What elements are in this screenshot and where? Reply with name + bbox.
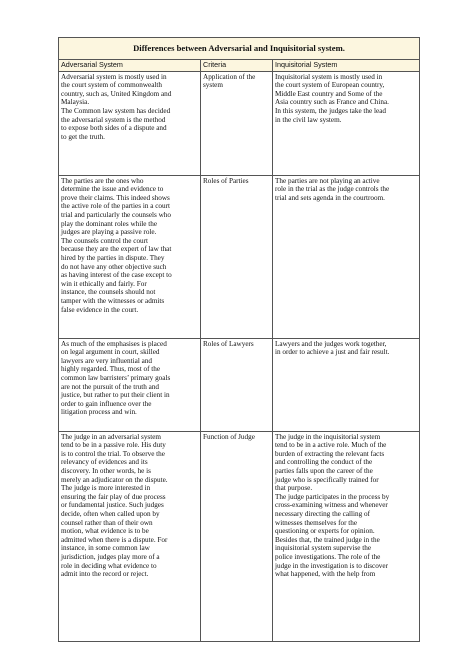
row-application-inquisitorial (273, 71, 420, 175)
cell-text: The judge in the inquisitorial system tend to be in a active role. Much of the burden of extracting the relevant facts and controlling the conduct of the parties falls upon the career of the judge who is specifically trained for that purpose. The judge participates in the process by cross-examining witness and whenever necessary directing the calling of witnesses themselves for the questioning or experts for opinion. Besides that, the trained judge in the inquisitorial system supervise the police investigations. The role of the judge in the investigation is to discover what happened, with the help from (275, 432, 390, 579)
title-row (59, 38, 420, 60)
header-inquisitorial: Inquisitorial System (273, 60, 420, 72)
cell-text: Roles of Parties (203, 176, 249, 185)
row-judge-inquisitorial (273, 431, 420, 641)
row-parties-criteria (201, 175, 273, 338)
row-application-adversarial (59, 71, 201, 175)
cell-text: The judge in an adversarial system tend to be in a passive role. His duty is to control the trial. To observe the relevancy of evidences and its discovery. In other words, he is merely an adjudicator on the dispute. The judge is more interested in ensuring the fair play of due process or fundamental justice. Such judges decide, often when called upon by counsel rather than of their own motion, what evidence is to be admitted when there is a dispute. For instance, in some common law jurisdiction, judges play more of a role in deciding what evidence to admit into the record or reject. (61, 432, 168, 579)
table-row (59, 71, 420, 175)
row-parties-inquisitorial (273, 175, 420, 338)
comparison-table (58, 37, 420, 642)
cell-text: The parties are not playing an active role in the trial as the judge controls the trial and sets agenda in the courtroom. (275, 176, 390, 202)
row-judge-adversarial (59, 431, 201, 641)
cell-text: Function of Judge (203, 432, 255, 441)
table-row (59, 175, 420, 338)
cell-text: The parties are the ones who determine the issue and evidence to prove their claims. This indeed shows the active role of the parties in a court trial and particularly the counsels who play the dominant roles while the judges are playing a passive role. The counsels control the court because they are the expert of law that hired by the parties in dispute. They do not have any other objective such as having interest of the case except to win it ethically and fairly. For instance, the counsels should not tamper with the witnesses or admits false evidence in the court. (61, 176, 172, 314)
row-judge-criteria (201, 431, 273, 641)
row-application-criteria (201, 71, 273, 175)
header-row (59, 60, 420, 72)
cell-text: Application of the system (203, 72, 256, 90)
header-criteria: Criteria (201, 60, 273, 72)
header-adversarial: Adversarial System (59, 60, 201, 72)
cell-text: As much of the emphasises is placed on legal argument in court, skilled lawyers are very influential and highly regarded. Thus, most of the common law barristers’ primary goals are not the pursuit of the truth and justice, but rather to put their client in order to gain influence over the litigation process and win. (61, 339, 171, 417)
table-row (59, 431, 420, 641)
row-parties-adversarial (59, 175, 201, 338)
row-lawyers-adversarial (59, 338, 201, 431)
row-lawyers-inquisitorial (273, 338, 420, 431)
row-lawyers-criteria (201, 338, 273, 431)
cell-text: Roles of Lawyers (203, 339, 254, 348)
table-row (59, 338, 420, 431)
cell-text: Adversarial system is mostly used in the court system of commonwealth country, such as, United Kingdom and Malaysia. The Common law system has decided the adversarial system is the method to expose both sides of a dispute and to get the truth. (61, 72, 172, 141)
cell-text: Lawyers and the judges work together, in order to achieve a just and fair result. (275, 339, 390, 357)
cell-text: Inquisitorial system is mostly used in the court system of European country, Middle East country and Some of the Asia country such as France and China. In this system, the judges take the lead in the civil law system. (275, 72, 389, 124)
table-title: Differences between Adversarial and Inquisitorial system. (59, 38, 420, 60)
